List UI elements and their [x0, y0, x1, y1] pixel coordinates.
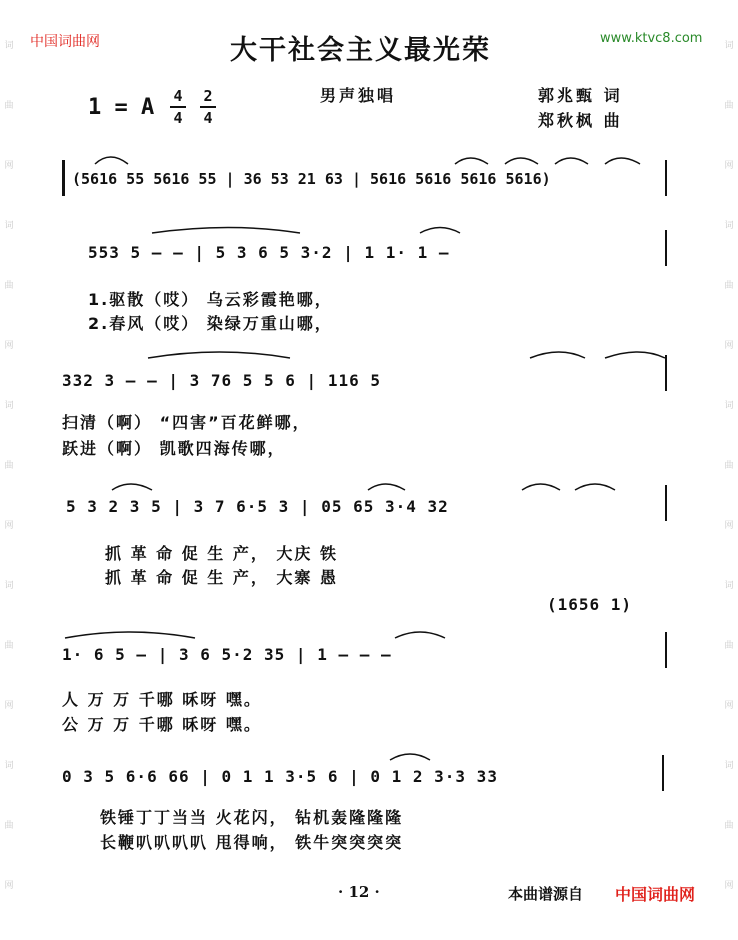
- watermark-char: 词: [724, 221, 734, 231]
- watermark-char: 词: [724, 401, 734, 411]
- key-signature: 1 = A: [88, 95, 155, 120]
- score-line-1-notes: (5616 55 5616 55 | 36 53 21 63 | 5616 5616 5616 5616): [72, 170, 551, 188]
- score-line-3-lyric-1: 扫清（啊） “四害”百花鲜哪，: [62, 413, 311, 432]
- watermark-char: 网: [4, 521, 14, 531]
- watermark-char: 曲: [724, 281, 734, 291]
- score-line-2-lyric-2: 2.春风（哎） 染绿万重山哪，: [88, 314, 333, 333]
- tie-arc: [148, 352, 290, 358]
- slur-arc: [390, 754, 430, 760]
- score-line-4-lyric-1: 抓 革 命 促 生 产， 大庆 铁: [105, 544, 338, 563]
- slur-arc: [112, 484, 152, 490]
- watermark-char: 词: [724, 41, 734, 51]
- slur-arc: [368, 484, 405, 490]
- watermark-char: 网: [724, 341, 734, 351]
- site-url-right[interactable]: www.ktvc8.com: [600, 31, 703, 46]
- watermark-char: 曲: [4, 641, 14, 651]
- score-line-5-bracket: (1656 1): [547, 595, 633, 614]
- score-line-5-notes: 1· 6 5 — | 3 6 5·2 35 | 1 — — —: [62, 645, 392, 664]
- page-number: · 12 ·: [338, 883, 380, 901]
- score-line-4-lyric-2: 抓 革 命 促 生 产， 大寨 愚: [105, 568, 338, 587]
- watermark-char: 网: [724, 881, 734, 891]
- slur-arc: [395, 632, 445, 638]
- song-title: 大干社会主义最光荣: [230, 35, 491, 66]
- slur-arc: [575, 484, 615, 490]
- watermark-char: 曲: [4, 101, 14, 111]
- source-text: 本曲谱源自: [508, 885, 584, 903]
- watermark-char: 网: [4, 881, 14, 891]
- watermark-char: 词: [4, 581, 14, 591]
- slur-arc: [605, 158, 640, 164]
- score-line-4-notes: 5 3 2 3 5 | 3 7 6·5 3 | 05 65 3·4 32: [66, 497, 449, 516]
- slur-arc: [505, 158, 538, 164]
- watermark-char: 词: [724, 581, 734, 591]
- slur-arc: [455, 158, 488, 164]
- watermark-char: 曲: [724, 101, 734, 111]
- tie-arc: [605, 352, 665, 358]
- watermark-char: 网: [4, 701, 14, 711]
- site-logo-left[interactable]: 中国词曲网: [30, 34, 100, 50]
- watermark-char: 曲: [4, 821, 14, 831]
- score-line-3-lyric-2: 跃进（啊） 凯歌四海传哪，: [62, 439, 286, 458]
- watermark-char: 词: [4, 41, 14, 51]
- watermark-char: 网: [724, 161, 734, 171]
- performance-type: 男声独唱: [320, 86, 397, 105]
- score-line-2-notes: 553 5 — — | 5 3 6 5 3·2 | 1 1· 1 —: [88, 243, 450, 262]
- score-line-6-lyric-1: 铁锤丁丁当当 火花闪， 钻机轰隆隆隆: [100, 808, 404, 827]
- watermark-char: 网: [724, 701, 734, 711]
- watermark-char: 曲: [4, 281, 14, 291]
- score-line-5-lyric-1: 人 万 万 千哪 咊呀 嘿。: [62, 690, 262, 709]
- watermark-char: 曲: [4, 461, 14, 471]
- score-line-6-lyric-2: 长鞭叭叭叭叭 甩得响， 铁牛突突突突: [100, 833, 404, 852]
- tie-arc: [65, 632, 195, 638]
- score-line-6-notes: 0 3 5 6·6 66 | 0 1 1 3·5 6 | 0 1 2 3·3 33: [62, 767, 498, 786]
- slur-arc: [522, 484, 560, 490]
- score-line-3-notes: 332 3 — — | 3 76 5 5 6 | 116 5: [62, 371, 381, 390]
- watermark-char: 词: [4, 761, 14, 771]
- watermark-char: 词: [4, 221, 14, 231]
- slur-arc: [555, 158, 588, 164]
- score-line-2-lyric-1: 1.驱散（哎） 乌云彩霞艳哪，: [88, 290, 333, 309]
- score-line-5-lyric-2: 公 万 万 千哪 咊呀 嘿。: [62, 715, 262, 734]
- watermark-char: 曲: [724, 821, 734, 831]
- slur-arc: [95, 157, 128, 164]
- composer-credit: 郑秋枫 曲: [538, 111, 623, 130]
- tie-arc: [152, 228, 300, 234]
- watermark-char: 网: [4, 341, 14, 351]
- slur-arc: [420, 228, 460, 234]
- slur-arc: [530, 352, 585, 358]
- time-signature-2-4: 2 4: [200, 87, 216, 127]
- source-brand[interactable]: 中国词曲网: [615, 885, 696, 904]
- lyricist-credit: 郭兆甄 词: [538, 86, 623, 105]
- watermark-char: 曲: [724, 461, 734, 471]
- watermark-char: 网: [724, 521, 734, 531]
- watermark-char: 词: [724, 761, 734, 771]
- watermark-char: 网: [4, 161, 14, 171]
- watermark-char: 词: [4, 401, 14, 411]
- watermark-char: 曲: [724, 641, 734, 651]
- time-signature-4-4: 4 4: [170, 87, 186, 127]
